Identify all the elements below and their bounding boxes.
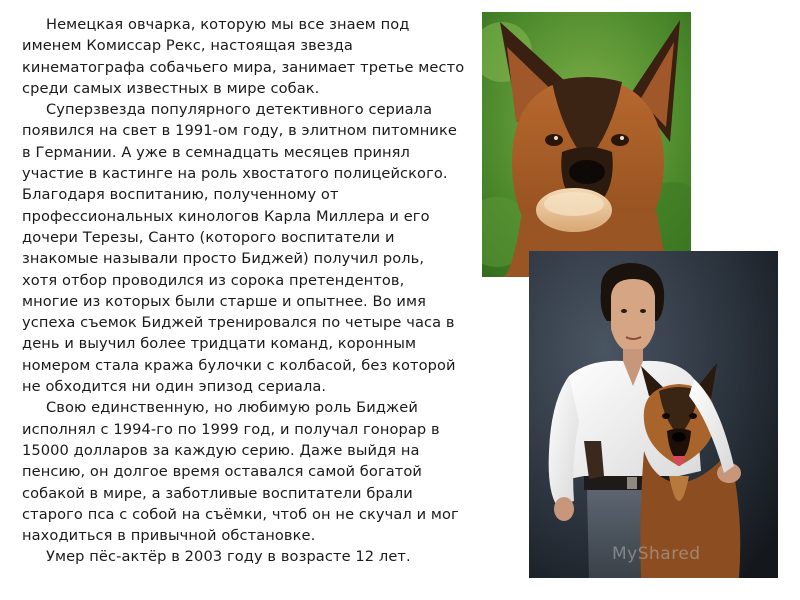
text-line: Немецкая овчарка, которую мы все знаем под (46, 16, 410, 33)
paragraph-3 (22, 397, 470, 546)
text-line: старого пса с собой на съёмки, чтоб он не скучал и мог (22, 505, 459, 523)
paragraph-4 (22, 546, 470, 567)
text-line: 15000 долларов за каждую серию. Даже выйдя на (22, 441, 420, 459)
text-line: Свою единственную, но любимую роль Биджей (46, 399, 418, 417)
text-line: хотя отбор проводился из сорока претендентов, (22, 271, 405, 289)
dog-portrait-photo (482, 12, 691, 277)
text-line: пенсию, он долгое время оставался самой богатой (22, 463, 422, 481)
text-line: профессиональных кинологов Карла Миллера и его (22, 207, 430, 225)
paragraph-2 (22, 99, 470, 397)
text-line: именем Комиссар Рекс, настоящая звезда (22, 37, 353, 55)
article-text (22, 14, 470, 568)
actor-with-dog-photo (529, 251, 778, 578)
text-line: находиться в привычной обстановке. (22, 527, 316, 545)
text-line: не обходится ни один эпизод сериала. (22, 378, 327, 396)
text-line: многие из которых были старше и опытнее. Во имя (22, 292, 426, 310)
text-line: появился на свет в 1991-ом году, в элитном питомнике (22, 122, 457, 140)
text-line: номером стала кража булочки с колбасой, без которой (22, 356, 456, 374)
text-line: участие в кастинге на роль хвостатого полицейского. (22, 165, 448, 183)
text-line: кинематографа собачьего мира, занимает третье место (22, 58, 465, 76)
paragraph-1 (22, 14, 470, 99)
text-line: Благодаря воспитанию, полученному от (22, 186, 339, 204)
text-line: собакой в мире, а заботливые воспитатели брали (22, 484, 413, 502)
text-line: знакомые называли просто Биджей) получил роль, (22, 250, 425, 268)
text-line: Суперзвезда популярного детективного сериала (46, 101, 433, 119)
watermark-text: MyShared (612, 544, 701, 564)
text-line: дочери Терезы, Санто (которого воспитатели и (22, 228, 395, 246)
text-line: исполнял с 1994-го по 1999 год, и получал гонорар в (22, 420, 440, 438)
text-line: среди самых известных в мире собак. (22, 79, 320, 97)
text-line: успеха съемок Биджей тренировался по четыре часа в (22, 314, 455, 332)
text-line: Умер пёс-актёр в 2003 году в возрасте 12 лет. (46, 548, 411, 566)
text-line: день и выучил более тридцати команд, коронным (22, 335, 417, 353)
text-line: в Германии. А уже в семнадцать месяцев принял (22, 143, 410, 161)
